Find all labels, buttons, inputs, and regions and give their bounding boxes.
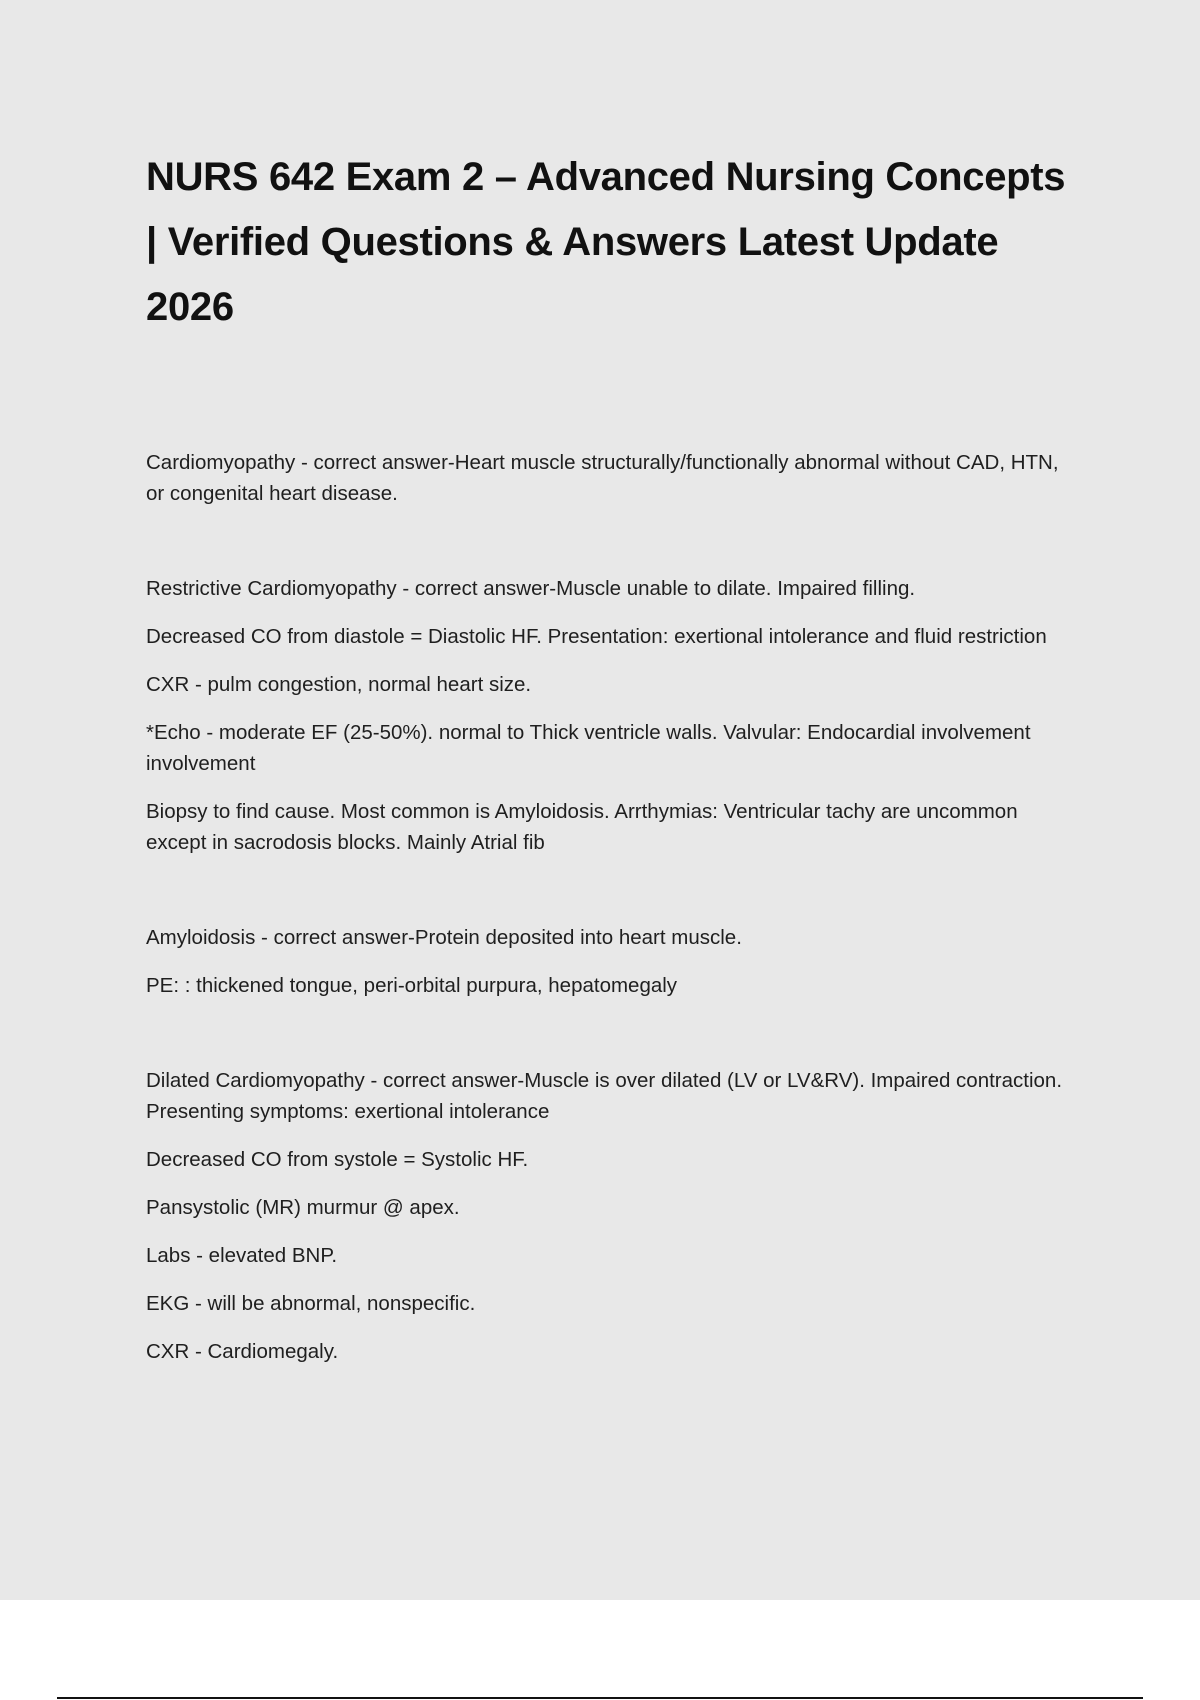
answer-line: PE: : thickened tongue, peri-orbital purpura, hepatomegaly [146, 974, 678, 997]
answer-line: Amyloidosis - correct answer-Protein deposited into heart muscle. [146, 926, 742, 949]
answer-line: Pansystolic (MR) murmur @ apex. [146, 1196, 460, 1219]
answer-line: EKG - will be abnormal, nonspecific. [146, 1292, 476, 1315]
answer-line: Labs - elevated BNP. [146, 1244, 338, 1267]
answer-line: Decreased CO from systole = Systolic HF. [146, 1148, 529, 1171]
answer-line: Cardiomyopathy - correct answer-Heart muscle structurally/functionally abnormal without CAD, HTN, or congenital heart disease. [146, 451, 1059, 505]
answer-line: Dilated Cardiomyopathy - correct answer-Muscle is over dilated (LV or LV&RV). Impaired contraction. Presenting symptoms: exertional intolerance [146, 1069, 1063, 1123]
answer-line: Biopsy to find cause. Most common is Amyloidosis. Arrthymias: Ventricular tachy are uncommon except in sacrodosis blocks. Mainly Atrial fib [146, 800, 1018, 854]
qa-entry-restrictive-cardiomyopathy [146, 573, 1076, 858]
answer-line: Decreased CO from diastole = Diastolic HF. Presentation: exertional intolerance and fluid restriction [146, 625, 1047, 648]
answer-line: CXR - pulm congestion, normal heart size. [146, 673, 532, 696]
answer-line: *Echo - moderate EF (25-50%). normal to Thick ventricle walls. Valvular: Endocardial involvement involvement [146, 721, 1031, 775]
answer-line: CXR - Cardiomegaly. [146, 1340, 339, 1363]
qa-entry-amyloidosis [146, 922, 1076, 1001]
footer-divider [57, 1697, 1143, 1699]
qa-entry-dilated-cardiomyopathy [146, 1065, 1076, 1367]
document-title: NURS 642 Exam 2 – Advanced Nursing Concepts | Verified Questions & Answers Latest Update 2026 [146, 155, 1066, 329]
answer-line: Restrictive Cardiomyopathy - correct answer-Muscle unable to dilate. Impaired filling. [146, 577, 916, 600]
qa-entry-cardiomyopathy [146, 447, 1076, 509]
qa-content [146, 447, 1076, 1367]
